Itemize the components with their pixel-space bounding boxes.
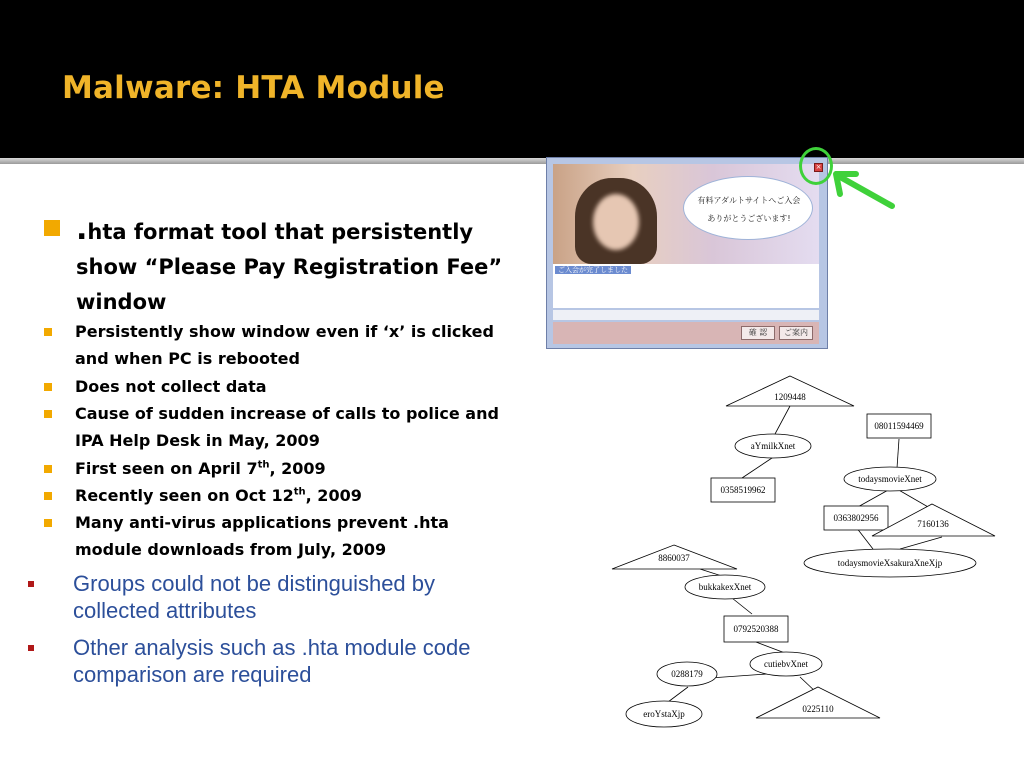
slide-title: Malware: HTA Module xyxy=(62,70,445,106)
graph-node-label: 8860037 xyxy=(658,553,690,563)
bullet-square-icon xyxy=(44,220,60,236)
confirm-button[interactable]: 確 認 xyxy=(741,326,775,340)
graph-node-label: aYmilkXnet xyxy=(750,441,796,451)
slide-header xyxy=(0,0,1024,158)
popup-body-text xyxy=(553,276,819,308)
header-divider xyxy=(0,158,1024,164)
graph-node-label: 08011594469 xyxy=(874,421,924,431)
sub-bullet-square-icon xyxy=(44,465,52,473)
graph-node-label: eroYstaXjp xyxy=(643,709,685,719)
graph-node-label: 0288179 xyxy=(671,669,703,679)
note-bullet-square-icon xyxy=(28,645,34,651)
popup-window-screenshot xyxy=(546,157,828,349)
popup-button-bar xyxy=(553,322,819,344)
sub-bullet-line: Does not collect data xyxy=(75,377,267,396)
sub-bullet-line: and when PC is rebooted xyxy=(75,349,300,368)
popup-status-bar xyxy=(553,310,819,320)
sub-bullet-square-icon xyxy=(44,410,52,418)
pointer-arrow-icon xyxy=(830,168,900,216)
graph-node-label: 0792520388 xyxy=(733,624,779,634)
graph-node-label: 0225110 xyxy=(802,704,834,714)
relationship-graph xyxy=(600,372,1010,732)
main-bullet-line3: window xyxy=(76,290,167,314)
sub-bullet-line: IPA Help Desk in May, 2009 xyxy=(75,431,320,450)
graph-node-label: todaysmovieXsakuraXneXjp xyxy=(837,558,943,568)
sub-bullet-line: Persistently show window even if ‘x’ is clicked xyxy=(75,322,494,341)
sub-bullet-line: Cause of sudden increase of calls to police and xyxy=(75,404,499,423)
graph-node-label: 0363802956 xyxy=(833,513,879,523)
bullet-lead-dot: . xyxy=(76,212,88,247)
guide-button[interactable]: ご案内 xyxy=(779,326,813,340)
note-line: Other analysis such as .hta module code xyxy=(73,635,471,660)
main-bullet-line2: show “Please Pay Registration Fee” xyxy=(76,255,503,279)
graph-node-label: 0358519962 xyxy=(720,485,766,495)
graph-node-label: 7160136 xyxy=(917,519,949,529)
sub-bullet-square-icon xyxy=(44,383,52,391)
note-line: Groups could not be distinguished by xyxy=(73,571,436,596)
sub-bullet-square-icon xyxy=(44,328,52,336)
highlight-ring xyxy=(799,147,833,185)
note-line: collected attributes xyxy=(73,598,257,623)
popup-notice: ご入会が完了しました xyxy=(553,264,819,276)
graph-node-label: 1209448 xyxy=(774,392,806,402)
graph-node-label: bukkakexXnet xyxy=(698,582,752,592)
sub-bullet-square-icon xyxy=(44,519,52,527)
sub-bullet-line: Many anti-virus applications prevent .hta xyxy=(75,513,449,532)
sub-bullet-square-icon xyxy=(44,492,52,500)
note-bullet-square-icon xyxy=(28,581,34,587)
close-icon[interactable]: × xyxy=(815,163,822,171)
blurred-face xyxy=(593,194,639,250)
speech-bubble: 有料アダルトサイトへご入会 ありがとうございます! xyxy=(683,176,813,240)
graph-node-label: cutiebvXnet xyxy=(764,659,808,669)
popup-photo xyxy=(553,164,819,264)
graph-node-label: todaysmovieXnet xyxy=(858,474,922,484)
sub-bullet-line: module downloads from July, 2009 xyxy=(75,540,387,559)
main-bullet-line1: hta format tool that persistently xyxy=(87,220,474,244)
note-line: comparison are required xyxy=(73,662,312,687)
